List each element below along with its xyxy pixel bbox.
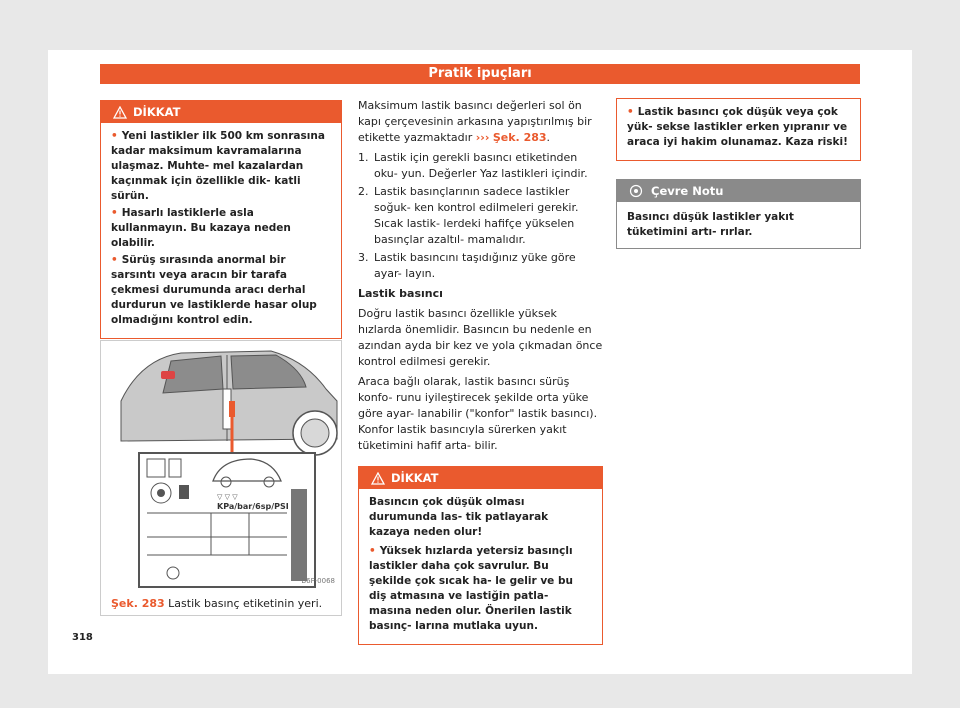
subheading: Lastik basıncı bbox=[358, 287, 443, 300]
warning-header bbox=[359, 467, 602, 489]
warning-item: • Yüksek hızlarda yetersiz basınçlı lastikler daha çok savrulur. Bu şekilde çok sıcak ha- le gelir ve bu diş atmasına ve lastiğin patla- masına neden olur. Önerilen lastik basınç- larına mutlaka uyun. bbox=[369, 545, 573, 632]
paragraph: Araca bağlı olarak, lastik basıncı sürüş konfo- runu iyileştirecek şekilde orta yüke göre ayar- lanabilir ("konfor" lastik basıncı). Konfor lastik basıncıyla sürerken yakıt tüketimini hafif arta- bilir. bbox=[358, 375, 598, 452]
warning-item: • Yeni lastikler ilk 500 km sonrasına kadar maksimum kavramalarına ulaşmaz. Muhte- mel kazalardan kaçınmak için özellikle dik- katli sürün. bbox=[111, 130, 325, 202]
environment-note-title: Çevre Notu bbox=[651, 184, 724, 198]
warning-text: Basıncın çok düşük olması durumunda las- tik patlayarak kazaya neden olur! bbox=[369, 496, 549, 538]
figure-caption: Şek. 283 Lastik basınç etiketinin yeri. bbox=[111, 597, 323, 610]
cross-ref-arrow: ››› bbox=[475, 131, 490, 144]
environment-note bbox=[616, 179, 861, 249]
figure-283 bbox=[100, 340, 342, 616]
warning-box-tires bbox=[100, 100, 342, 339]
paragraph: Doğru lastik basıncı özellikle yüksek hızlarda önemlidir. Basıncın bu nedenle en azından ayda bir kez ve yola çıkmadan önce kontrol edilmesi gerekir. bbox=[358, 307, 603, 368]
list-item: 2. Lastik basınçlarının sadece lastikler soğuk- ken kontrol edilmeleri gerekir. Sıcak lastik- lerdeki hafifçe yükselen basınçlar azaltıl- mamalıdır. bbox=[358, 185, 579, 246]
leaf-icon bbox=[629, 184, 643, 198]
warning-title: DİKKAT bbox=[133, 105, 181, 119]
list-item: 1. Lastik için gerekli basıncı etiketinden oku- yun. Değerler Yaz lastikleri içindir. bbox=[358, 151, 588, 180]
page-header: Pratik ipuçları bbox=[100, 64, 860, 84]
warning-header bbox=[101, 101, 341, 123]
figure-code: B6F-0068 bbox=[301, 577, 335, 585]
warning-box-pressure bbox=[358, 466, 603, 645]
warning-item: • Sürüş sırasında anormal bir sarsıntı veya aracın bir tarafa çekmesi durumunda aracı derhal durdurun ve lastiklerde hasar olup olmadığını kontrol edin. bbox=[111, 254, 317, 326]
car-label-illustration bbox=[101, 341, 341, 589]
bullet-icon: • bbox=[111, 130, 118, 142]
bullet-icon: • bbox=[111, 207, 118, 219]
cross-ref-link[interactable]: Şek. 283 bbox=[492, 131, 547, 144]
steps-list bbox=[358, 150, 603, 282]
warning-triangle-icon bbox=[113, 106, 127, 119]
warning-box-continued bbox=[616, 98, 861, 161]
svg-text:▽ ▽ ▽: ▽ ▽ ▽ bbox=[217, 493, 238, 501]
intro-paragraph: Maksimum lastik basıncı değerleri sol ön kapı çerçevesinin arkasına yapıştırılmış bir etikette yazmaktadır ››› Şek. 283. bbox=[358, 99, 592, 144]
figure-ref[interactable]: Şek. 283 bbox=[111, 597, 165, 610]
bullet-icon: • bbox=[627, 106, 634, 118]
warning-item: • Hasarlı lastiklerle asla kullanmayın. Bu kazaya neden olabilir. bbox=[111, 207, 291, 249]
warning-triangle-icon bbox=[371, 472, 385, 485]
environment-note-header bbox=[617, 180, 860, 202]
label-unit: KPa/bar/6sp/PSI bbox=[217, 502, 289, 511]
bullet-icon: • bbox=[369, 545, 376, 557]
page-number: 318 bbox=[72, 632, 93, 643]
environment-note-text: Basıncı düşük lastikler yakıt tüketimini artı- rırlar. bbox=[627, 211, 794, 238]
middle-column bbox=[358, 98, 603, 645]
right-column bbox=[616, 98, 861, 249]
warning-title: DİKKAT bbox=[391, 471, 439, 485]
warning-item: • Lastik basıncı çok düşük veya çok yük- sekse lastikler erken yıpranır ve araca iyi hakim olunamaz. Kaza riski! bbox=[627, 106, 848, 148]
list-item: 3. Lastik basıncını taşıdığınız yüke göre ayar- layın. bbox=[358, 251, 576, 280]
bullet-icon: • bbox=[111, 254, 118, 266]
